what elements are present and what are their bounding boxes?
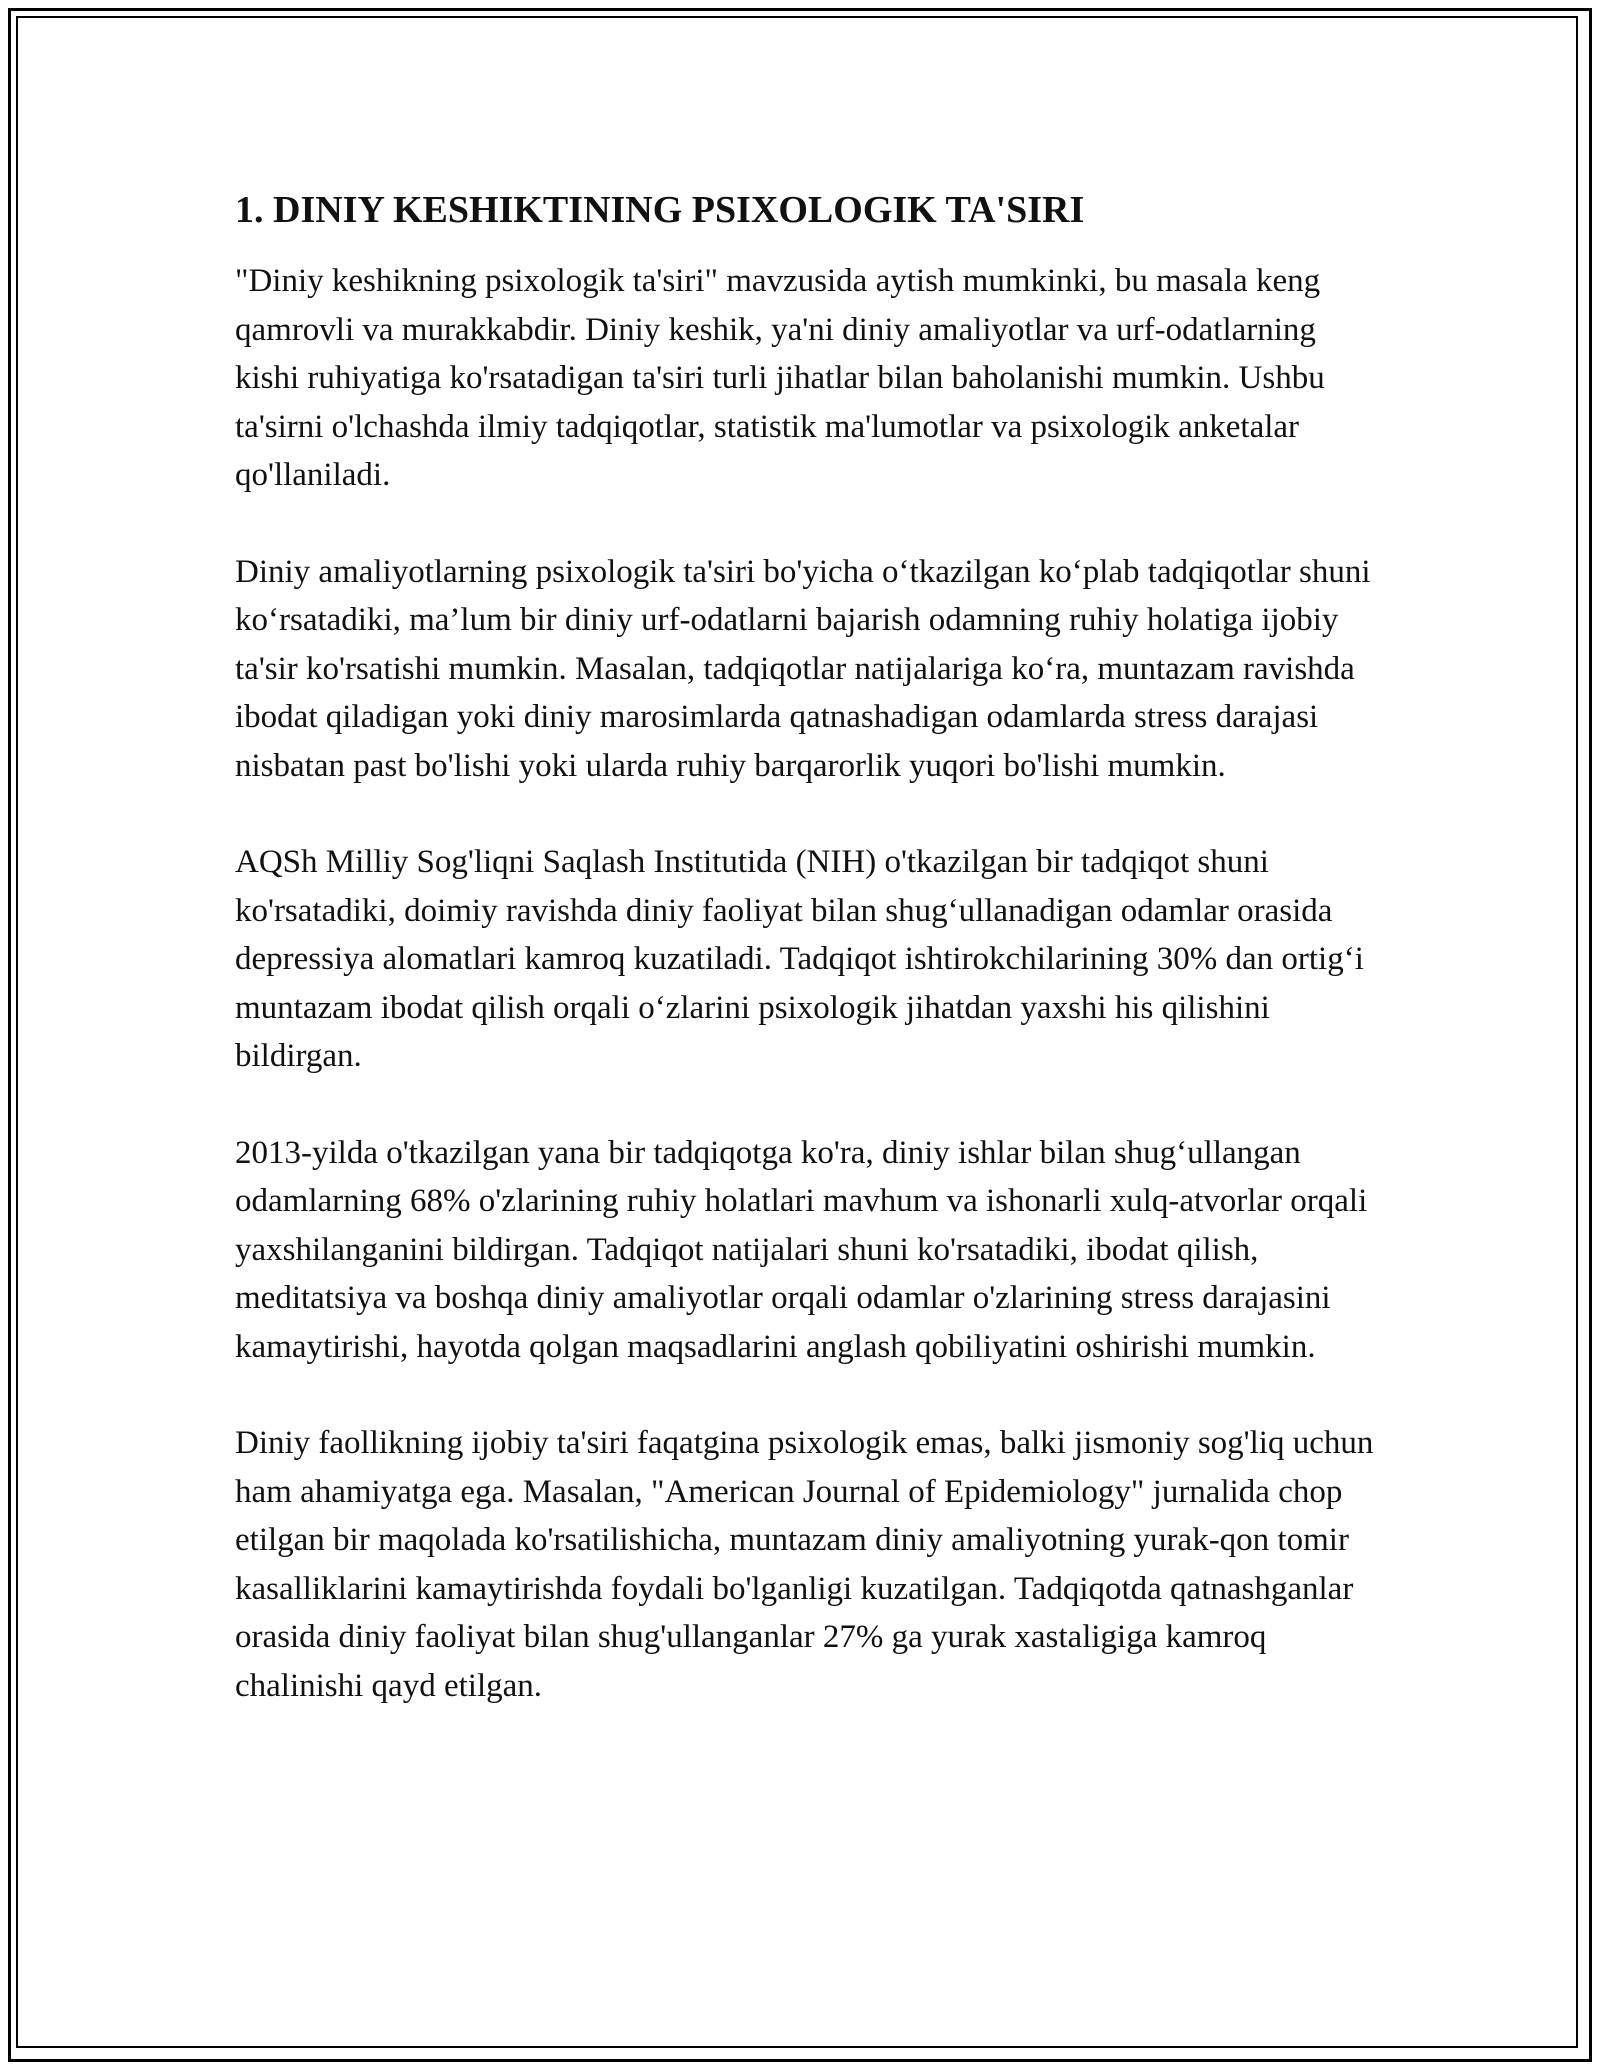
paragraph-5: Diniy faollikning ijobiy ta'siri faqatgina psixologik emas, balki jismoniy sog'liq uchun ham ahamiyatga ega. Masalan, "American Journal of Epidemiology" jurnalida chop etilgan bir maqolada ko'rsatilishicha, muntazam diniy amaliyotning yurak-qon tomir kasalliklarini kamaytirishda foydali bo'lganligi kuzatilgan. Tadqiqotda qatnashganlar orasida diniy faoliyat bilan shug'ullanganlar 27% ga yurak xastaligiga kamroq chalinishi qayd etilgan.: [235, 1425, 1374, 1704]
paragraph-1: "Diniy keshikning psixologik ta'siri" mavzusida aytish mumkinki, bu masala keng qamrovli va murakkabdir. Diniy keshik, ya'ni diniy amaliyotlar va urf-odatlarning kishi ruhiyatiga ko'rsatadigan ta'siri turli jihatlar bilan baholanishi mumkin. Ushbu ta'sirni o'lchashda ilmiy tadqiqotlar, statistik ma'lumotlar va psixologik anketalar qo'llaniladi.: [235, 263, 1325, 493]
paragraph-2: Diniy amaliyotlarning psixologik ta'siri bo'yicha o‘tkazilgan ko‘plab tadqiqotlar shuni ko‘rsatadiki, ma’lum bir diniy urf-odatlarni bajarish odamning ruhiy holatiga ijobiy ta'sir ko'rsatishi mumkin. Masalan, tadqiqotlar natijalariga ko‘ra, muntazam ravishda ibodat qiladigan yoki diniy marosimlarda qatnashadigan odamlarda stress darajasi nisbatan past bo'lishi yoki ularda ruhiy barqarorlik yuqori bo'lishi mumkin.: [235, 553, 1371, 784]
document-title: 1. DINIY KESHIKTINING PSIXOLOGIK TA'SIRI: [235, 189, 1085, 231]
paragraph-3: AQSh Milliy Sog'liqni Saqlash Institutida (NIH) o'tkazilgan bir tadqiqot shuni ko'rsatadiki, doimiy ravishda diniy faoliyat bilan shug‘ullanadigan odamlar orasida depressiya alomatlari kamroq kuzatiladi. Tadqiqot ishtirokchilarining 30% dan ortig‘i muntazam ibodat qilish orqali o‘zlarini psixologik jihatdan yaxshi his qilishini bildirgan.: [235, 844, 1364, 1074]
paragraph-4: 2013-yilda o'tkazilgan yana bir tadqiqotga ko'ra, diniy ishlar bilan shug‘ullangan odamlarning 68% o'zlarining ruhiy holatlari mavhum va ishonarli xulq-atvorlar orqali yaxshilanganini bildirgan. Tadqiqot natijalari shuni ko'rsatadiki, ibodat qilish, meditatsiya va boshqa diniy amaliyotlar orqali odamlar o'zlarining stress darajasini kamaytirishi, hayotda qolgan maqsadlarini anglash qobiliyatini oshirishi mumkin.: [235, 1134, 1368, 1365]
document-body: [235, 185, 1385, 1758]
